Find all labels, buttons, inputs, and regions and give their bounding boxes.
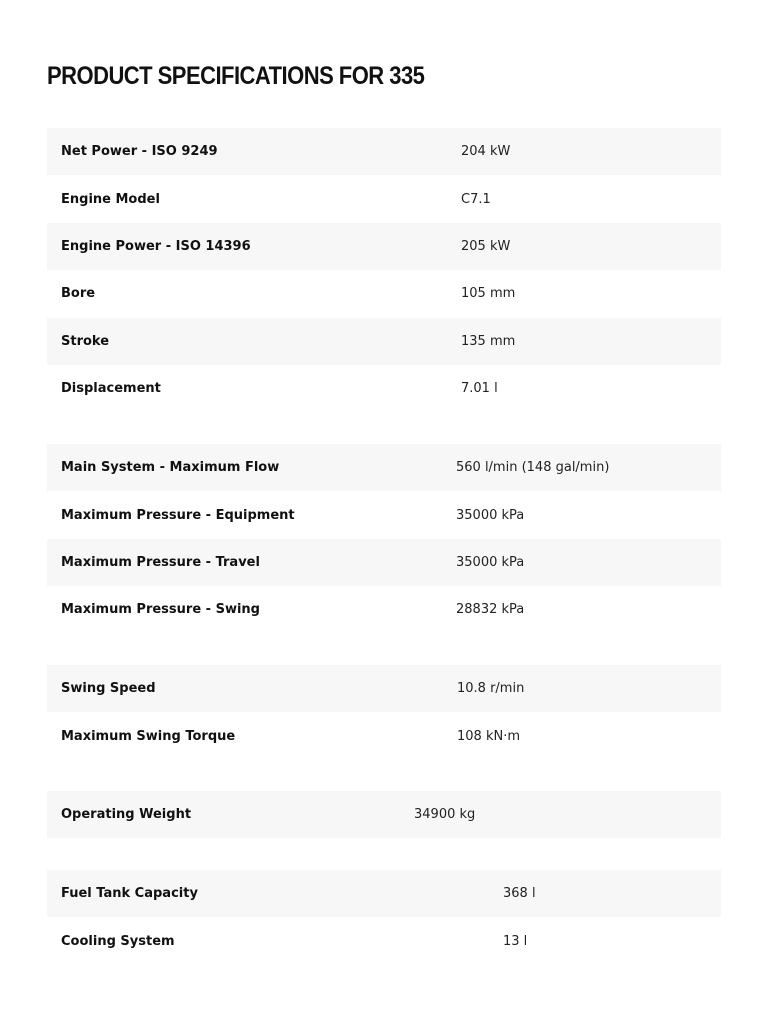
spec-label: Main System - Maximum Flow [61, 460, 280, 476]
spec-label: Maximum Swing Torque [61, 728, 236, 744]
spec-label: Maximum Pressure - Travel [61, 554, 260, 570]
spec-value: 105 mm [461, 286, 516, 302]
spec-label: Operating Weight [61, 807, 192, 823]
spec-group-hydraulic [47, 444, 721, 634]
spec-row [47, 223, 721, 270]
spec-value: 204 kW [461, 144, 511, 160]
spec-value: 28832 kPa [456, 602, 525, 618]
spec-row [47, 586, 721, 633]
spec-row [47, 365, 721, 412]
spec-label: Displacement [61, 381, 161, 397]
spec-value: 35000 kPa [456, 507, 525, 523]
spec-row [47, 665, 721, 712]
spec-value: 7.01 l [461, 381, 498, 397]
spec-row [47, 791, 721, 838]
spec-row [47, 318, 721, 365]
spec-label: Engine Power - ISO 14396 [61, 238, 251, 254]
spec-row [47, 917, 721, 964]
spec-label: Maximum Pressure - Equipment [61, 507, 295, 523]
spec-value: C7.1 [461, 191, 491, 207]
spec-value: 368 l [503, 886, 536, 902]
spec-label: Fuel Tank Capacity [61, 886, 198, 902]
spec-row [47, 175, 721, 222]
spec-group-service-refill [47, 870, 721, 965]
spec-group-swing [47, 665, 721, 760]
spec-value: 13 l [503, 933, 528, 949]
spec-row [47, 444, 721, 491]
spec-label: Engine Model [61, 191, 160, 207]
spec-value: 108 kN·m [457, 728, 520, 744]
spec-value: 10.8 r/min [457, 681, 525, 697]
spec-row [47, 491, 721, 538]
spec-row [47, 539, 721, 586]
spec-label: Net Power - ISO 9249 [61, 144, 218, 160]
spec-label: Bore [61, 286, 96, 302]
spec-value: 35000 kPa [456, 554, 525, 570]
spec-row [47, 270, 721, 317]
spec-group-weight [47, 791, 721, 838]
spec-value: 205 kW [461, 238, 511, 254]
spec-row [47, 712, 721, 759]
spec-label: Stroke [61, 333, 110, 349]
spec-label: Maximum Pressure - Swing [61, 602, 260, 618]
spec-group-engine [47, 128, 721, 412]
page-title: PRODUCT SPECIFICATIONS FOR 335 [47, 62, 425, 90]
spec-value: 34900 kg [414, 807, 476, 823]
spec-value: 560 l/min (148 gal/min) [456, 460, 610, 476]
spec-value: 135 mm [461, 333, 516, 349]
spec-label: Cooling System [61, 933, 175, 949]
spec-label: Swing Speed [61, 681, 156, 697]
spec-row [47, 870, 721, 917]
spec-row [47, 128, 721, 175]
